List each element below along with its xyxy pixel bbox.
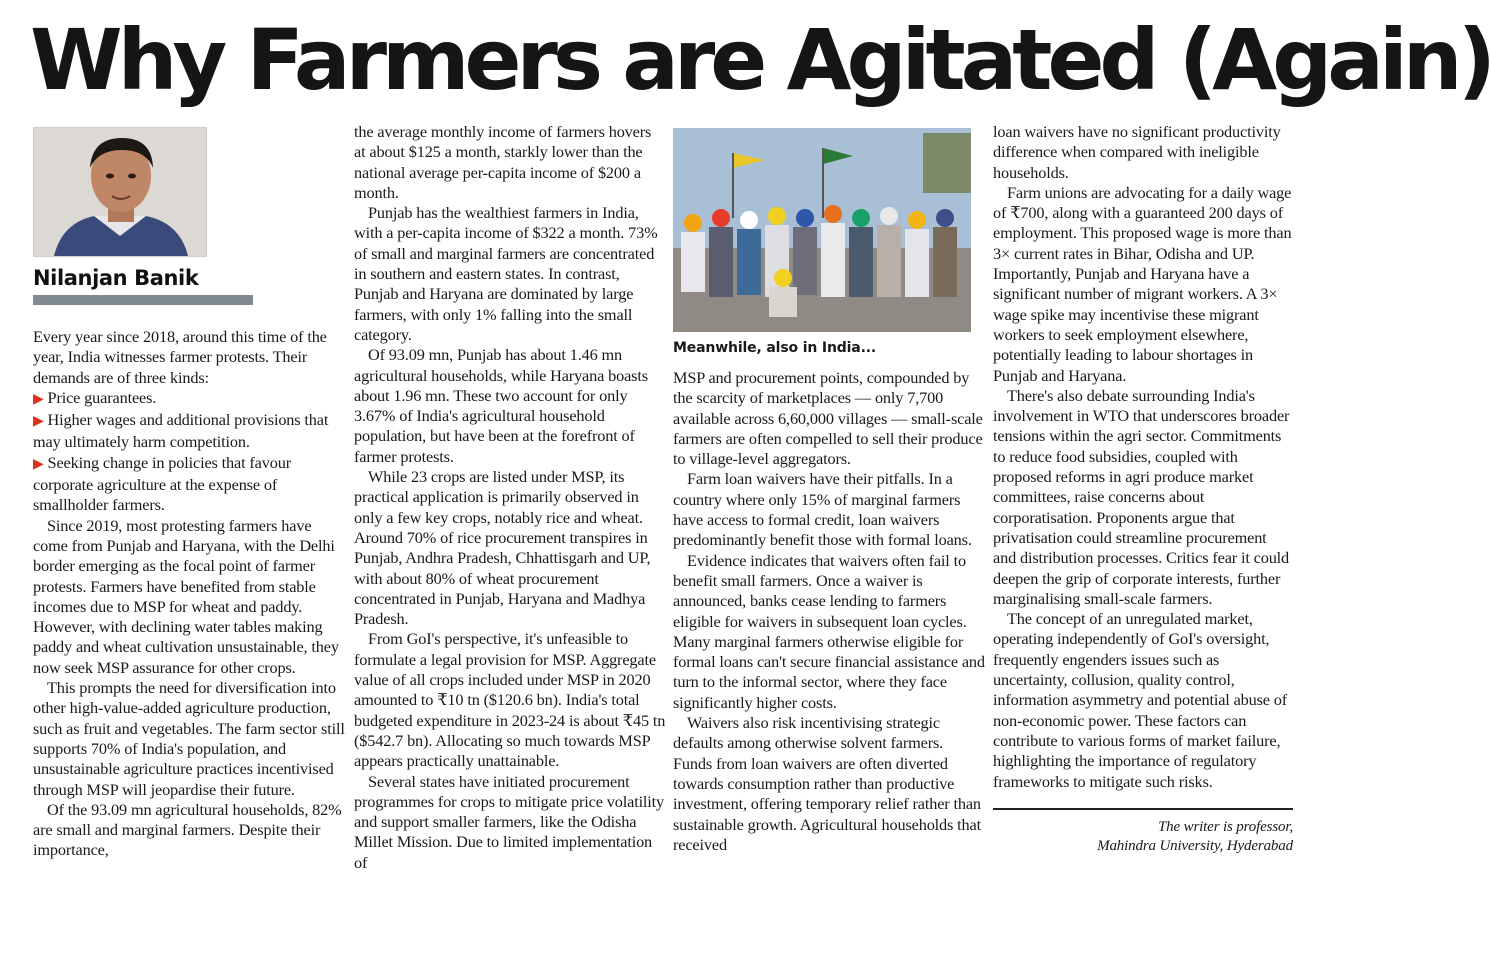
headline: Why Farmers are Agitated (Again) — [30, 11, 1491, 109]
article-paragraph: Punjab has the wealthiest farmers in India, with a per-capita income of $322 a month. 73% of small and marginal farmers are concentrated in southern and eastern states. In contrast, Punjab and Haryana are dominated by large farmers, with only 1% falling into the small category. — [354, 203, 658, 344]
protest-crowd-icon — [673, 128, 971, 332]
bullet-item: ▶ Seeking change in policies that favour corporate agriculture at the expense of smallholder farmers. — [33, 452, 291, 515]
article-paragraph: Farm loan waivers have their pitfalls. In a country where only 15% of marginal farmers have access to formal credit, loan waivers predominantly benefit those with formal loans. — [673, 469, 972, 550]
byline-rule — [33, 295, 253, 305]
photo-caption: Meanwhile, also in India... — [673, 340, 877, 356]
article-paragraph: This prompts the need for diversification into other high-value-added agriculture production, such as fruit and vegetables. The farm sector still supports 70% of India's population, and unsustainable agriculture practices incentivised through MSP will jeopardise their future. — [33, 678, 345, 799]
article-paragraph: loan waivers have no significant productivity difference when compared with ineligible households. — [993, 122, 1281, 182]
article-paragraph: the average monthly income of farmers hovers at about $125 a month, starkly lower than the national average per-capita income of $200 a month. — [354, 122, 652, 202]
column-2 — [354, 122, 666, 873]
bullet-triangle-icon: ▶ — [33, 391, 44, 407]
article-paragraph: From GoI's perspective, it's unfeasible to formulate a legal provision for MSP. Aggregate value of all crops included under MSP in 2020 amounted to ₹10 tn ($120.6 bn). India's total budgeted expenditure in 2023-24 is about ₹45 tn ($542.7 bn). Allocating so much towards MSP appears practically unattainable. — [354, 629, 666, 771]
bullet-item: ▶ Higher wages and additional provisions that may ultimately harm competition. — [33, 410, 329, 452]
author-portrait-icon — [34, 128, 206, 256]
farmer-protest-photo — [673, 128, 971, 332]
writer-affiliation: Mahindra University, Hyderabad — [1097, 837, 1293, 854]
column-4 — [993, 122, 1293, 856]
article-paragraph: Waivers also risk incentivising strategic defaults among otherwise solvent farmers. Funds from loan waivers are often diverted towards consumption rather than productive investment, offering temporary relief rather than sustainable growth. Agricultural households that received — [673, 713, 981, 854]
bullet-triangle-icon: ▶ — [33, 414, 44, 430]
bullet-item: ▶ Price guarantees. — [33, 387, 157, 407]
article-paragraph: Evidence indicates that waivers often fail to benefit small farmers. Once a waiver is announced, banks cease lending to farmers eligible for waivers in subsequent loan cycles. Many marginal farmers otherwise eligible for formal loans can't secure financial assistance and turn to the informal sector, where they face significantly higher costs. — [673, 550, 985, 712]
column-1 — [33, 120, 345, 861]
article-paragraph: Of 93.09 mn, Punjab has about 1.46 mn agricultural households, while Haryana boasts about 1.96 mn. These two account for only 3.67% of India's agricultural household population, but have been at the forefront of farmer protests. — [354, 345, 648, 466]
credit-divider — [993, 808, 1293, 810]
article-paragraph: The concept of an unregulated market, operating independently of GoI's oversight, frequently engenders issues such as uncertainty, collusion, quality control, information asymmetry and potential abuse of non-economic power. These factors can contribute to various forms of market failure, highlighting the importance of regulatory frameworks to mitigate such risks. — [993, 609, 1288, 791]
article-paragraph: There's also debate surrounding India's involvement in WTO that underscores broader tensions within the agri sector. Commitments to reduce food subsidies, coupled with proposed reforms in agri produce market committees, raise concerns about corporatisation. Proponents argue that privatisation could streamline procurement and distribution processes. Critics fear it could deepen the grip of corporate interests, further marginalising small-scale farmers. — [993, 385, 1290, 608]
column-3 — [673, 120, 985, 855]
article-paragraph: While 23 crops are listed under MSP, its practical application is primarily observed in only a few key crops, notably rice and wheat. Around 70% of rice procurement transpires in Punjab, Andhra Pradesh, Chhattisgarh and UP, with about 80% of wheat procurement concentrated in Punjab, Haryana and Madhya Pradesh. — [354, 467, 651, 629]
article-paragraph: Every year since 2018, around this time of the year, India witnesses farmer protests. Their demands are of three kinds: — [33, 327, 327, 387]
writer-credit: The writer is professor, — [1157, 818, 1293, 835]
bullet-triangle-icon: ▶ — [33, 456, 44, 472]
article-paragraph: Of the 93.09 mn agricultural households, 82% are small and marginal farmers. Despite their importance, — [33, 799, 342, 860]
article-paragraph: MSP and procurement points, compounded by the scarcity of marketplaces — only 7,700 available across 6,60,000 villages — small-scale farmers are often compelled to sell their produce to village-level aggregators. — [673, 368, 983, 469]
author-photo — [33, 127, 207, 257]
article-paragraph: Several states have initiated procurement programmes for crops to mitigate price volatility and support smaller farmers, like the Odisha Millet Mission. Due to limited implementation of — [354, 771, 665, 872]
author-byline: Nilanjan Banik — [33, 266, 199, 290]
article-paragraph: Farm unions are advocating for a daily wage of ₹700, along with a guaranteed 200 days of employment. This proposed wage is more than 3× current rates in Bihar, Odisha and UP. Importantly, Punjab and Haryana have a significant number of migrant workers. A 3× wage spike may incentivise these migrant workers to seek employment elsewhere, potentially leading to labour shortages in Punjab and Haryana. — [993, 182, 1292, 385]
article-paragraph: Since 2019, most protesting farmers have come from Punjab and Haryana, with the Delhi border emerging as the focal point of farmer protests. Farmers have benefited from stable incomes due to MSP for wheat and paddy. However, with declining water tables making paddy and wheat cultivation unsustainable, they now seek MSP assurance for other crops. — [33, 515, 339, 677]
